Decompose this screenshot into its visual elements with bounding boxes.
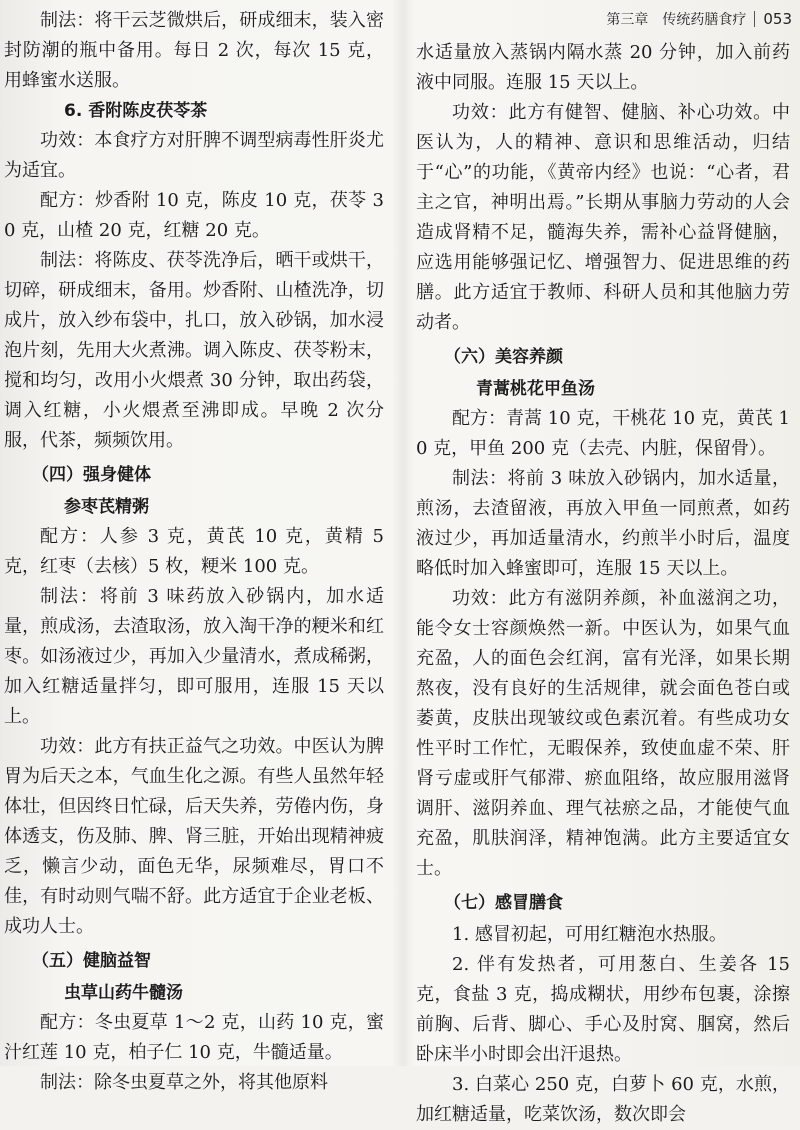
paragraph: 功效：本食疗方对肝脾不调型病毒性肝炎尤为适宜。 (4, 130, 384, 181)
paragraph: 1. 感冒初起，可用红糖泡水热服。 (452, 924, 727, 945)
paragraph: 配方：冬虫夏草 1～2 克，山药 10 克，蜜汁红莲 10 克，柏子仁 10 克，牛髓适量。 (4, 1012, 384, 1063)
paragraph: 功效：此方有滋阴养颜，补血滋润之功，能令女士容颜焕然一新。中医认为，如果气血充盈，人的面色会红润，富有光泽，如果长期熬夜，没有良好的生活规律，就会面色苍白或萎黄，皮肤出现皱纹或色素沉着。有些成功女性平时工作忙，无暇保养，致使血虚不荣、肝肾亏虚或肝气郁滞、瘀血阻络，故应服用滋肾调肝、滋阴养血、理气祛瘀之品，才能使气血充盈，肌肤润泽，精神饱满。此方主要适宜女士。 (416, 588, 790, 879)
left-column (4, 0, 384, 1093)
paragraph: 功效：此方有扶正益气之功效。中医认为脾胃为后天之本，气血生化之源。有些人虽然年轻体壮，但因终日忙碌，后天失养，劳倦内伤，身体透支，伤及肺、脾、肾三脏，开始出现精神疲乏，懒言少动，面色无华，尿频难尽，胃口不佳，有时动则气喘不舒。此方适宜于企业老板、成功人士。 (4, 736, 384, 937)
section-heading: （五）健脑益智 (32, 951, 151, 971)
recipe-heading: 青蒿桃花甲鱼汤 (476, 379, 595, 399)
right-column (416, 0, 790, 1125)
page-number: 053 (763, 10, 792, 28)
paragraph: 配方：人参 3 克，黄芪 10 克，黄精 5 克，红枣（去核）5 枚，粳米 100 克。 (4, 526, 384, 577)
paragraph: 2. 伴有发热者，可用葱白、生姜各 15 克，食盐 3 克，捣成糊状，用纱布包裹，涂擦前胸、后背、脚心、手心及肘窝、腘窝，然后卧床半小时即会出汗退热。 (416, 954, 790, 1065)
paragraph: 制法：将陈皮、茯苓洗净后，晒干或烘干，切碎，研成细末，备用。炒香附、山楂洗净，切成片，放入纱布袋中，扎口，放入砂锅，加水浸泡片刻，先用大火煮沸。调入陈皮、茯苓粉末，搅和均匀，改用小火煨煮 30 分钟，取出药袋，调入红糖，小火煨煮至沸即成。早晚 2 次分服，代茶，频频饮用。 (4, 250, 384, 451)
section-heading: （四）强身健体 (32, 465, 151, 485)
paragraph: 配方：炒香附 10 克，陈皮 10 克，茯苓 30 克，山楂 20 克，红糖 20 克。 (4, 190, 384, 241)
recipe-heading: 6. 香附陈皮茯苓茶 (64, 101, 208, 121)
paragraph: 制法：将干云芝微烘后，研成细末，装入密封防潮的瓶中备用。每日 2 次，每次 15 克，用蜂蜜水送服。 (4, 10, 384, 91)
section-heading: （六）美容养颜 (444, 347, 563, 367)
paragraph: 制法：除冬虫夏草之外，将其他原料 (40, 1072, 328, 1093)
paragraph: 配方：青蒿 10 克，干桃花 10 克，黄芪 10 克，甲鱼 200 克（去壳、内脏，保留骨）。 (416, 408, 790, 459)
chapter-title: 第三章 传统药膳食疗 (606, 12, 747, 28)
paragraph: 水适量放入蒸锅内隔水蒸 20 分钟，加入前药液中同服。连服 15 天以上。 (416, 42, 790, 93)
page-gutter (392, 0, 414, 1066)
section-heading: （七）感冒膳食 (444, 893, 563, 913)
recipe-heading: 参枣芪精粥 (64, 497, 149, 517)
paragraph: 制法：将前 3 味放入砂锅内，加水适量，煎汤，去渣留液，再放入甲鱼一同煎煮，如药液过少，再加适量清水，约煎半小时后，温度略低时加入蜂蜜即可，连服 15 天以上。 (416, 468, 790, 579)
paragraph: 3. 白菜心 250 克，白萝卜 60 克，水煎，加红糖适量，吃菜饮汤，数次即会 (416, 1074, 790, 1125)
paragraph: 制法：将前 3 味药放入砂锅内，加水适量，煎成汤，去渣取汤，放入淘干净的粳米和红枣。如汤液过少，再加入少量清水，煮成稀粥，加入红糖适量拌匀，即可服用，连服 15 天以上。 (4, 586, 384, 727)
recipe-heading: 虫草山药牛髓汤 (64, 983, 183, 1003)
paragraph: 功效：此方有健智、健脑、补心功效。中医认为，人的精神、意识和思维活动，归结于“心”的功能，《黄帝内经》也说：“心者，君主之官，神明出焉。”长期从事脑力劳动的人会造成肾精不足，髓海失养，需补心益肾健脑，应选用能够强记忆、增强智力、促进思维的药膳。此方适宜于教师、科研人员和其他脑力劳动者。 (416, 102, 790, 333)
